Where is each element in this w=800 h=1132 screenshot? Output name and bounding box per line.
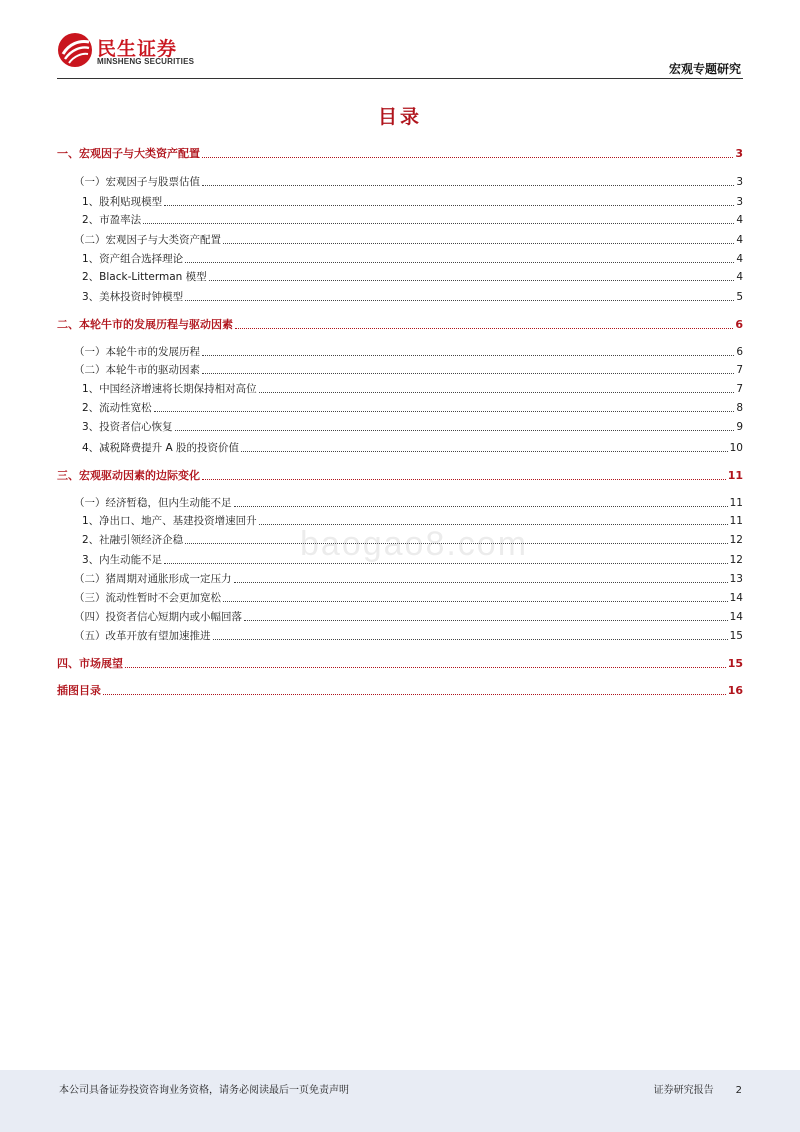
- toc-entry-page: 10: [729, 442, 743, 454]
- toc-entry-label: 2、社融引领经济企稳: [82, 534, 184, 546]
- footer-page-number: 2: [735, 1085, 742, 1096]
- toc-entry-label: 3、投资者信心恢复: [82, 421, 173, 433]
- toc-entry[interactable]: [57, 399, 743, 415]
- toc-entry-page: 14: [729, 611, 743, 623]
- toc-entry-label: （一）经济暂稳，但内生动能不足: [74, 497, 232, 509]
- toc-entry-page: 4: [736, 253, 743, 265]
- toc-leader-dots: [125, 667, 726, 668]
- toc-leader-dots: [234, 506, 728, 507]
- toc-leader-dots: [223, 243, 734, 244]
- footer-disclaimer: 本公司具备证券投资咨询业务资格，请务必阅读最后一页免责声明: [59, 1085, 349, 1096]
- toc-entry-label: （二）猪周期对通胀形成一定压力: [74, 573, 232, 585]
- toc-entry[interactable]: [57, 439, 743, 455]
- toc-entry[interactable]: [57, 608, 743, 624]
- toc-entry[interactable]: [57, 467, 743, 483]
- toc-leader-dots: [241, 451, 728, 452]
- toc-entry-page: 12: [729, 534, 743, 546]
- toc-entry[interactable]: [57, 250, 743, 266]
- toc-entry-label: 3、内生动能不足: [82, 554, 163, 566]
- toc-entry[interactable]: [57, 173, 743, 189]
- toc-entry-label: （二）宏观因子与大类资产配置: [74, 234, 221, 246]
- toc-leader-dots: [175, 430, 735, 431]
- toc-entry[interactable]: [57, 494, 743, 510]
- toc-entry-page: 3: [736, 196, 743, 208]
- toc-leader-dots: [164, 205, 734, 206]
- toc-entry-page: 11: [729, 497, 743, 509]
- toc-leader-dots: [259, 392, 735, 393]
- toc-entry-label: （二）本轮牛市的驱动因素: [74, 364, 200, 376]
- toc-entry-label: （三）流动性暂时不会更加宽松: [74, 592, 221, 604]
- toc-entry-label: 一、宏观因子与大类资产配置: [57, 147, 200, 160]
- toc-entry-label: 四、市场展望: [57, 657, 123, 670]
- toc-entry-page: 4: [736, 271, 743, 283]
- toc-leader-dots: [202, 185, 734, 186]
- toc-entry[interactable]: [57, 655, 743, 671]
- toc-entry[interactable]: [57, 231, 743, 247]
- watermark: baogao8.com: [300, 525, 529, 563]
- toc-entry[interactable]: [57, 288, 743, 304]
- toc-entry[interactable]: [57, 193, 743, 209]
- toc-entry-page: 3: [736, 176, 743, 188]
- toc-entry[interactable]: [57, 570, 743, 586]
- logo-english-name: MINSHENG SECURITIES: [97, 57, 195, 66]
- toc-entry[interactable]: [57, 589, 743, 605]
- toc-entry-page: 8: [736, 402, 743, 414]
- toc-entry-page: 15: [727, 657, 743, 670]
- toc-leader-dots: [185, 300, 734, 301]
- toc-leader-dots: [202, 479, 726, 480]
- toc-entry-page: 4: [736, 234, 743, 246]
- toc-leader-dots: [235, 328, 733, 329]
- toc-entry-page: 7: [736, 364, 743, 376]
- toc-entry-label: 4、减税降费提升 A 股的投资价值: [82, 442, 240, 454]
- toc-entry-page: 7: [736, 383, 743, 395]
- toc-leader-dots: [244, 620, 728, 621]
- toc-entry[interactable]: [57, 418, 743, 434]
- toc-leader-dots: [202, 157, 733, 158]
- toc-entry-page: 16: [727, 684, 743, 697]
- toc-entry[interactable]: [57, 627, 743, 643]
- toc-entry-page: 6: [736, 346, 743, 358]
- toc-entry-label: 1、净出口、地产、基建投资增速回升: [82, 515, 257, 527]
- toc-entry[interactable]: [57, 268, 743, 284]
- toc-entry-label: 3、美林投资时钟模型: [82, 291, 184, 303]
- toc-leader-dots: [234, 582, 728, 583]
- footer-doc-type: 证券研究报告: [653, 1085, 714, 1096]
- toc-entry[interactable]: [57, 682, 743, 698]
- toc-entry-label: 1、股利贴现模型: [82, 196, 163, 208]
- page-footer: [0, 1070, 800, 1132]
- toc-entry-page: 6: [735, 318, 743, 331]
- toc-leader-dots: [185, 262, 734, 263]
- toc-entry[interactable]: [57, 343, 743, 359]
- toc-entry-label: 1、资产组合选择理论: [82, 253, 184, 265]
- toc-entry[interactable]: [57, 316, 743, 332]
- toc-entry-page: 5: [736, 291, 743, 303]
- page-header: [0, 0, 800, 80]
- logo-emblem-icon: [57, 32, 93, 68]
- toc-entry-label: （四）投资者信心短期内或小幅回落: [74, 611, 242, 623]
- header-divider: [57, 78, 743, 79]
- toc-leader-dots: [213, 639, 728, 640]
- toc-entry-page: 12: [729, 554, 743, 566]
- logo-chinese-name: 民生证券: [97, 38, 178, 60]
- toc-entry-page: 3: [735, 147, 743, 160]
- toc-leader-dots: [143, 223, 734, 224]
- toc-entry-page: 9: [736, 421, 743, 433]
- toc-entry-page: 13: [729, 573, 743, 585]
- toc-leader-dots: [223, 601, 728, 602]
- toc-entry-label: 2、Black-Litterman 模型: [82, 271, 207, 283]
- toc-entry-label: （五）改革开放有望加速推进: [74, 630, 211, 642]
- toc-entry-label: 1、中国经济增速将长期保持相对高位: [82, 383, 257, 395]
- toc-entry-page: 11: [727, 469, 743, 482]
- toc-entry-label: 2、流动性宽松: [82, 402, 152, 414]
- toc-entry[interactable]: [57, 361, 743, 377]
- toc-entry-label: 二、本轮牛市的发展历程与驱动因素: [57, 318, 233, 331]
- toc-entry-label: 三、宏观驱动因素的边际变化: [57, 469, 200, 482]
- toc-entry-page: 15: [729, 630, 743, 642]
- report-type-label: 宏观专题研究: [668, 62, 741, 76]
- toc-entry[interactable]: [57, 211, 743, 227]
- toc-entry-page: 11: [729, 515, 743, 527]
- toc-entry[interactable]: [57, 145, 743, 161]
- toc-entry-label: （一）宏观因子与股票估值: [74, 176, 200, 188]
- toc-leader-dots: [202, 373, 734, 374]
- toc-entry[interactable]: [57, 380, 743, 396]
- toc-leader-dots: [209, 280, 735, 281]
- toc-entry-page: 4: [736, 214, 743, 226]
- toc-title: 目录: [377, 106, 422, 128]
- toc-leader-dots: [103, 694, 726, 695]
- footer-right: [632, 1081, 742, 1096]
- toc-entry-label: 插图目录: [57, 684, 101, 697]
- toc-entry-page: 14: [729, 592, 743, 604]
- toc-leader-dots: [154, 411, 735, 412]
- toc-leader-dots: [202, 355, 734, 356]
- company-logo: [57, 32, 217, 72]
- toc-entry-label: （一）本轮牛市的发展历程: [74, 346, 200, 358]
- toc-entry-label: 2、市盈率法: [82, 214, 142, 226]
